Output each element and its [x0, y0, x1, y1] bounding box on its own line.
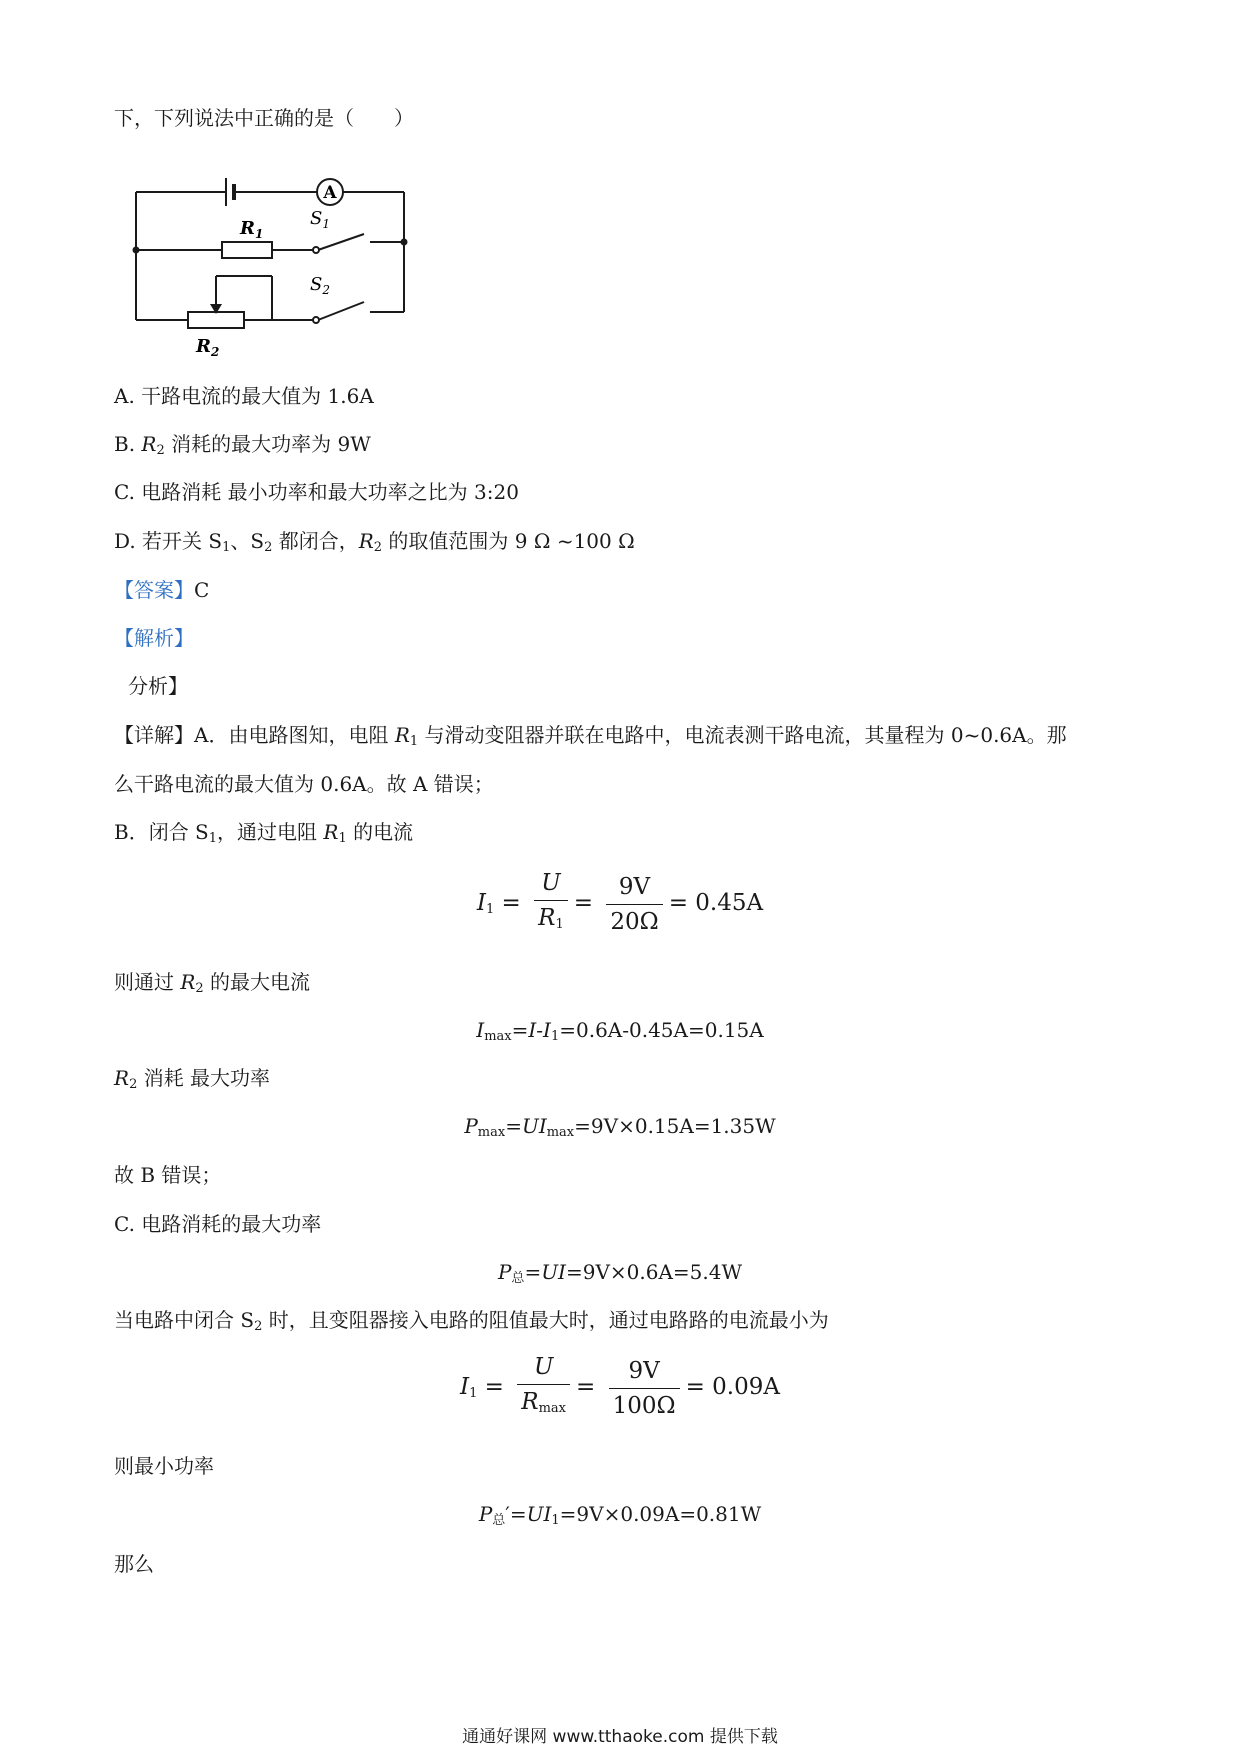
text-s2-closed: 当电路中闭合 $S_2$ 时，且变阻器接入电路的阻值最大时，通过电路路的电流最小为	[114, 1308, 829, 1334]
fraction-u-over-r1: $\frac{U}{R_1}$	[534, 868, 568, 940]
option-b: B. $R_2$ 消耗的最大功率为 9W	[114, 432, 371, 458]
circuit-diagram	[130, 164, 420, 364]
equation-ptotal: $P_总=UI=9V\times 0.6A=5.4W$	[497, 1260, 743, 1286]
text-b-wrong: 故 B 错误；	[114, 1163, 222, 1187]
option-c: C. 电路消耗 最小功率和最大功率之比为 3:20	[114, 480, 519, 504]
question-intro: 下，下列说法中正确的是（ ）	[114, 106, 414, 130]
equation-pmax: $P_{max}=UI_{max}=9V\times 0.15A=1.35W$	[464, 1114, 776, 1140]
analysis-heading: 分析】	[128, 674, 188, 698]
r1-label: $R_1$	[240, 218, 264, 241]
equation-imax: $I_{max}=I-I_1=0.6A-0.45A=0.15A$	[476, 1018, 764, 1044]
equation-imin: $I_1$ = $\frac{U}{R_{max}}$ = $\frac{9V}{100\Omega}$ = 0.09A	[0, 1352, 1240, 1424]
s1-label: $S_1$	[310, 208, 330, 231]
junction-right	[401, 239, 408, 246]
answer-label: 【答案】	[114, 578, 194, 602]
ammeter-label: A	[323, 183, 337, 203]
text-c-max-power: C. 电路消耗的最大功率	[114, 1212, 322, 1236]
option-a: A. 干路电流的最大值为 1.6A	[114, 384, 374, 408]
detail-line-2: 么干路电流的最大值为 0.6A。故 A 错误；	[114, 772, 494, 796]
fraction-9v-over-20ohm: $\frac{9V}{20\Omega}$	[606, 872, 662, 937]
answer-line	[114, 576, 209, 604]
switch-s1-pivot	[313, 247, 319, 253]
resistor-r2	[188, 312, 244, 328]
equation-pmin: $P_总'=UI_1=9V\times 0.09A=0.81W$	[478, 1502, 762, 1528]
fraction-9v-over-100ohm: $\frac{9V}{100\Omega}$	[609, 1356, 680, 1421]
text-r2-max-current: 则通过 $R_2$ 的最大电流	[114, 970, 311, 996]
s2-label: $S_2$	[310, 274, 330, 297]
r2-label: $R_2$	[196, 336, 220, 359]
analysis-label: 【解析】	[114, 626, 194, 650]
text-then: 那么	[114, 1552, 154, 1576]
resistor-r1	[222, 242, 272, 258]
equation-i1: $I_1$ = $\frac{U}{R_1}$ = $\frac{9V}{20\Omega}$ = 0.45A	[0, 868, 1240, 940]
junction-left	[133, 247, 140, 254]
text-min-power: 则最小功率	[114, 1454, 214, 1478]
switch-s2-pivot	[313, 317, 319, 323]
footer-source: 通通好课网 www.tthaoke.com 提供下载	[462, 1727, 778, 1747]
detail-line-b: B．闭合 $S_1$，通过电阻 $R_1$ 的电流	[114, 820, 414, 846]
fraction-u-over-rmax: $\frac{U}{R_{max}}$	[517, 1352, 570, 1424]
answer-value: C	[194, 578, 210, 602]
text-r2-power: $R_2$ 消耗 最大功率	[114, 1066, 271, 1092]
detail-line-1: 【详解】A．由电路图知，电阻 $R_1$ 与滑动变阻器并联在电路中，电流表测干路电流，其量程为 0~0.6A。那	[114, 723, 1067, 749]
option-d: D. 若开关 $S_1$、$S_2$ 都闭合，$R_2$ 的取值范围为 9 Ω ~100 Ω	[114, 529, 635, 555]
